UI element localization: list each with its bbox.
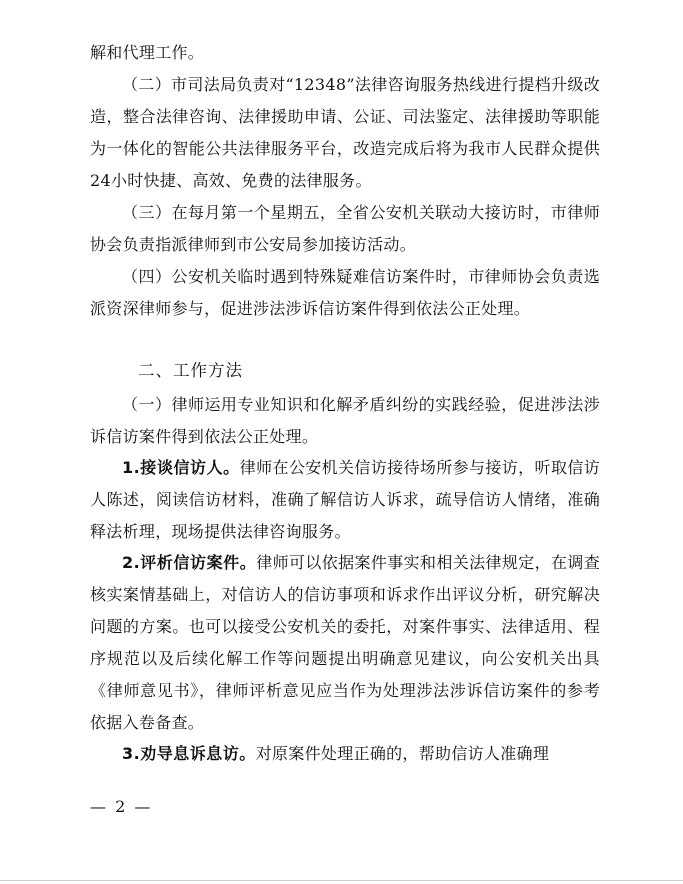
paragraph-continuation: 解和代理工作。 — [90, 43, 205, 62]
sub-item-1-title: 1.接谈信访人。 — [122, 458, 240, 477]
paragraph-sub-item-2 — [90, 547, 600, 739]
sub-item-3-title: 3.劝导息诉息访。 — [122, 744, 256, 763]
paragraph-item-4: （四）公安机关临时遇到特殊疑难信访案件时，市律师协会负责选派资深律师参与，促进涉法涉诉信访案件得到依法公正处理。 — [90, 267, 600, 318]
paragraph-item-3: （三）在每月第一个星期五，全省公安机关联动大接访时，市律师协会负责指派律师到市公安局参加接访活动。 — [90, 203, 600, 254]
paragraph-method-1: （一）律师运用专业知识和化解矛盾纠纷的实践经验，促进涉法涉诉信访案件得到依法公正处理。 — [90, 395, 600, 446]
section-heading-work-methods: 二、工作方法 — [138, 361, 243, 380]
sub-item-3-text: 对原案件处理正确的，帮助信访人准确理 — [255, 744, 550, 763]
sub-item-2-title: 2.评析信访案件。 — [122, 553, 257, 572]
paragraph-sub-item-1 — [90, 452, 600, 548]
page-number: — 2 — — [90, 797, 153, 816]
sub-item-1-text: 律师在公安机关信访接待场所参与接访，听取信访人陈述，阅读信访材料，准确了解信访人诉求，疏导信访人情绪，准确释法析理，现场提供法律咨询服务。 — [90, 458, 600, 541]
paragraph-sub-item-3 — [90, 738, 600, 770]
page-bottom-border — [0, 880, 683, 881]
sub-item-2-text: 律师可以依据案件事实和相关法律规定，在调查核实案情基础上，对信访人的信访事项和诉求作出评议分析，研究解决问题的方案。也可以接受公安机关的委托，对案件事实、法律适用、程序规范以及后续化解工作等问题提出明确意见建议，向公安机关出具《律师意见书》，律师评析意见应当作为处理涉法涉诉信访案件的参考依据入卷备查。 — [90, 553, 600, 732]
paragraph-item-2: （二）市司法局负责对“12348”法律咨询服务热线进行提档升级改造，整合法律咨询、法律援助申请、公证、司法鉴定、法律援助等职能为一体化的智能公共法律服务平台，改造完成后将为我市人民群众提供24小时快捷、高效、免费的法律服务。 — [90, 75, 600, 190]
